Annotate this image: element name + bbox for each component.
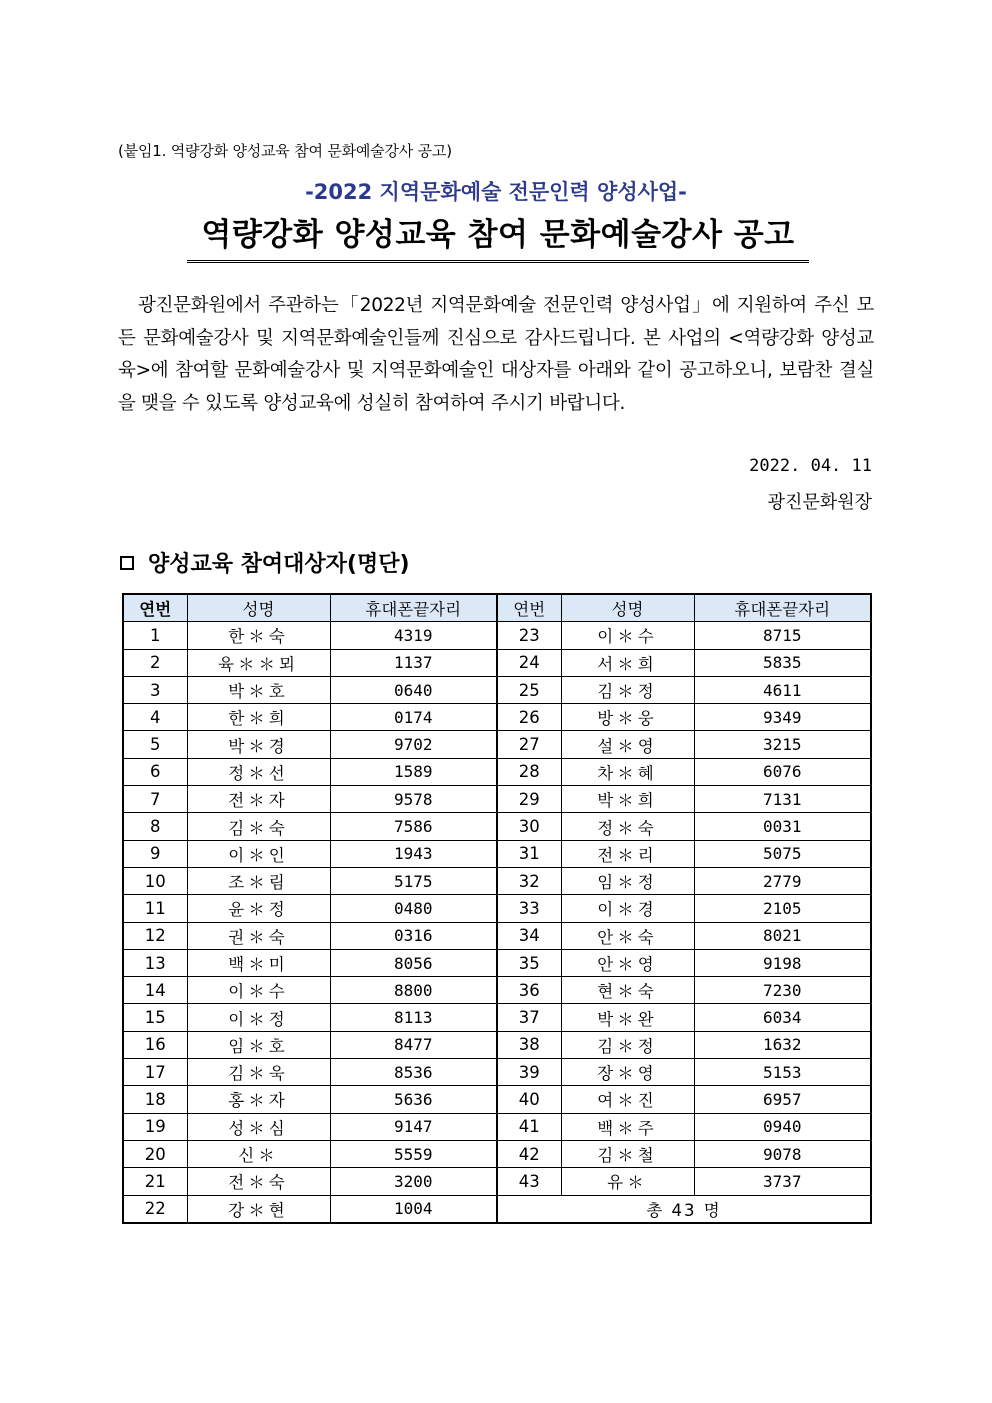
- header-cell: 휴대폰끝자리: [330, 594, 497, 622]
- phone-last-digits: 6076: [694, 758, 871, 785]
- row-number: 11: [123, 895, 187, 922]
- person-name: 박＊완: [561, 1004, 694, 1031]
- phone-last-digits: 9578: [330, 786, 497, 813]
- phone-last-digits: 7230: [694, 977, 871, 1004]
- table-row: [123, 1195, 871, 1223]
- row-number: 26: [497, 704, 561, 731]
- person-name: 홍＊자: [187, 1086, 330, 1113]
- row-number: 31: [497, 840, 561, 867]
- section-heading: [120, 547, 410, 578]
- table-header-row: [123, 594, 871, 622]
- person-name: 한＊희: [187, 704, 330, 731]
- row-number: 7: [123, 786, 187, 813]
- row-number: 18: [123, 1086, 187, 1113]
- person-name: 장＊영: [561, 1059, 694, 1086]
- phone-last-digits: 5559: [330, 1140, 497, 1167]
- table-row: [123, 1168, 871, 1195]
- table-row: [123, 649, 871, 676]
- row-number: 12: [123, 922, 187, 949]
- phone-last-digits: 3215: [694, 731, 871, 758]
- row-number: 34: [497, 922, 561, 949]
- row-number: 8: [123, 813, 187, 840]
- row-number: 15: [123, 1004, 187, 1031]
- person-name: 전＊숙: [187, 1168, 330, 1195]
- row-number: 28: [497, 758, 561, 785]
- row-number: 27: [497, 731, 561, 758]
- row-number: 30: [497, 813, 561, 840]
- person-name: 김＊욱: [187, 1059, 330, 1086]
- header-cell: 성명: [187, 594, 330, 622]
- row-number: 13: [123, 949, 187, 976]
- phone-last-digits: 1943: [330, 840, 497, 867]
- row-number: 40: [497, 1086, 561, 1113]
- phone-last-digits: 0031: [694, 813, 871, 840]
- row-number: 41: [497, 1113, 561, 1140]
- person-name: 정＊선: [187, 758, 330, 785]
- table-row: [123, 867, 871, 894]
- header-cell: 휴대폰끝자리: [694, 594, 871, 622]
- person-name: 차＊혜: [561, 758, 694, 785]
- person-name: 여＊진: [561, 1086, 694, 1113]
- row-number: 39: [497, 1059, 561, 1086]
- person-name: 백＊미: [187, 949, 330, 976]
- row-number: 42: [497, 1140, 561, 1167]
- phone-last-digits: 8800: [330, 977, 497, 1004]
- phone-last-digits: 5153: [694, 1059, 871, 1086]
- row-number: 1: [123, 622, 187, 649]
- row-number: 35: [497, 949, 561, 976]
- person-name: 안＊영: [561, 949, 694, 976]
- phone-last-digits: 0480: [330, 895, 497, 922]
- row-number: 14: [123, 977, 187, 1004]
- table-row: [123, 1031, 871, 1058]
- person-name: 한＊숙: [187, 622, 330, 649]
- person-name: 이＊정: [187, 1004, 330, 1031]
- person-name: 방＊웅: [561, 704, 694, 731]
- phone-last-digits: 6957: [694, 1086, 871, 1113]
- person-name: 전＊리: [561, 840, 694, 867]
- header-cell: 연번: [123, 594, 187, 622]
- header-cell: 성명: [561, 594, 694, 622]
- person-name: 정＊숙: [561, 813, 694, 840]
- section-heading-text: 양성교육 참여대상자(명단): [148, 552, 410, 577]
- person-name: 임＊정: [561, 867, 694, 894]
- phone-last-digits: 0316: [330, 922, 497, 949]
- title-block: [187, 209, 809, 263]
- table-row: [123, 840, 871, 867]
- person-name: 김＊숙: [187, 813, 330, 840]
- phone-last-digits: 8715: [694, 622, 871, 649]
- row-number: 6: [123, 758, 187, 785]
- row-number: 24: [497, 649, 561, 676]
- person-name: 이＊수: [187, 977, 330, 1004]
- table-row: [123, 813, 871, 840]
- row-number: 25: [497, 676, 561, 703]
- issuer-name: 광진문화원장: [767, 492, 872, 513]
- phone-last-digits: 9147: [330, 1113, 497, 1140]
- checkbox-square-icon: [120, 556, 134, 570]
- phone-last-digits: 7586: [330, 813, 497, 840]
- phone-last-digits: 5636: [330, 1086, 497, 1113]
- phone-last-digits: 5075: [694, 840, 871, 867]
- person-name: 신＊: [187, 1140, 330, 1167]
- phone-last-digits: 8536: [330, 1059, 497, 1086]
- roster-table: [122, 593, 872, 1224]
- person-name: 이＊인: [187, 840, 330, 867]
- person-name: 권＊숙: [187, 922, 330, 949]
- phone-last-digits: 6034: [694, 1004, 871, 1031]
- row-number: 5: [123, 731, 187, 758]
- person-name: 김＊정: [561, 1031, 694, 1058]
- phone-last-digits: 8477: [330, 1031, 497, 1058]
- row-number: 3: [123, 676, 187, 703]
- row-number: 38: [497, 1031, 561, 1058]
- person-name: 성＊심: [187, 1113, 330, 1140]
- total-count: 총 43 명: [497, 1195, 871, 1223]
- person-name: 육＊＊뫼: [187, 649, 330, 676]
- phone-last-digits: 9078: [694, 1140, 871, 1167]
- phone-last-digits: 0640: [330, 676, 497, 703]
- table-row: [123, 1086, 871, 1113]
- table-row: [123, 1140, 871, 1167]
- table-row: [123, 758, 871, 785]
- header-cell: 연번: [497, 594, 561, 622]
- person-name: 현＊숙: [561, 977, 694, 1004]
- attachment-label: (붙임1. 역량강화 양성교육 참여 문화예술강사 공고): [118, 142, 452, 160]
- phone-last-digits: 1137: [330, 649, 497, 676]
- table-row: [123, 786, 871, 813]
- phone-last-digits: 4611: [694, 676, 871, 703]
- phone-last-digits: 5835: [694, 649, 871, 676]
- row-number: 19: [123, 1113, 187, 1140]
- row-number: 36: [497, 977, 561, 1004]
- row-number: 4: [123, 704, 187, 731]
- person-name: 김＊정: [561, 676, 694, 703]
- row-number: 20: [123, 1140, 187, 1167]
- person-name: 조＊림: [187, 867, 330, 894]
- row-number: 37: [497, 1004, 561, 1031]
- table-row: [123, 1113, 871, 1140]
- table-row: [123, 922, 871, 949]
- table-row: [123, 622, 871, 649]
- table-row: [123, 1059, 871, 1086]
- row-number: 21: [123, 1168, 187, 1195]
- phone-last-digits: 3200: [330, 1168, 497, 1195]
- person-name: 임＊호: [187, 1031, 330, 1058]
- person-name: 이＊경: [561, 895, 694, 922]
- row-number: 17: [123, 1059, 187, 1086]
- person-name: 안＊숙: [561, 922, 694, 949]
- row-number: 22: [123, 1195, 187, 1223]
- phone-last-digits: 9349: [694, 704, 871, 731]
- body-paragraph: 광진문화원에서 주관하는「2022년 지역문화예술 전문인력 양성사업」에 지원하여 주신 모든 문화예술강사 및 지역문화예술인들께 진심으로 감사드립니다. 본 사업의 <역량강화 양성교육>에 참여할 문화예술강사 및 지역문화예술인 대상자를 아래와 같이 공고하오니, 보람찬 결실을 맺을 수 있도록 양성교육에 성실히 참여하여 주시기 바랍니다.: [118, 295, 874, 415]
- phone-last-digits: 8021: [694, 922, 871, 949]
- row-number: 10: [123, 867, 187, 894]
- row-number: 9: [123, 840, 187, 867]
- phone-last-digits: 5175: [330, 867, 497, 894]
- row-number: 23: [497, 622, 561, 649]
- person-name: 윤＊정: [187, 895, 330, 922]
- table-row: [123, 895, 871, 922]
- person-name: 박＊희: [561, 786, 694, 813]
- table-row: [123, 731, 871, 758]
- document-title: 역량강화 양성교육 참여 문화예술강사 공고: [187, 209, 809, 263]
- row-number: 16: [123, 1031, 187, 1058]
- phone-last-digits: 9198: [694, 949, 871, 976]
- person-name: 김＊철: [561, 1140, 694, 1167]
- table-row: [123, 949, 871, 976]
- row-number: 2: [123, 649, 187, 676]
- person-name: 백＊주: [561, 1113, 694, 1140]
- row-number: 32: [497, 867, 561, 894]
- row-number: 29: [497, 786, 561, 813]
- phone-last-digits: 4319: [330, 622, 497, 649]
- phone-last-digits: 0940: [694, 1113, 871, 1140]
- phone-last-digits: 2105: [694, 895, 871, 922]
- phone-last-digits: 9702: [330, 731, 497, 758]
- row-number: 33: [497, 895, 561, 922]
- phone-last-digits: 2779: [694, 867, 871, 894]
- person-name: 서＊희: [561, 649, 694, 676]
- phone-last-digits: 0174: [330, 704, 497, 731]
- phone-last-digits: 8056: [330, 949, 497, 976]
- phone-last-digits: 7131: [694, 786, 871, 813]
- row-number: 43: [497, 1168, 561, 1195]
- phone-last-digits: 1632: [694, 1031, 871, 1058]
- phone-last-digits: 1589: [330, 758, 497, 785]
- table-row: [123, 704, 871, 731]
- table-body: [123, 622, 871, 1223]
- document-subtitle: -2022 지역문화예술 전문인력 양성사업-: [305, 180, 687, 204]
- phone-last-digits: 1004: [330, 1195, 497, 1223]
- phone-last-digits: 8113: [330, 1004, 497, 1031]
- person-name: 유＊: [561, 1168, 694, 1195]
- person-name: 박＊경: [187, 731, 330, 758]
- table-row: [123, 1004, 871, 1031]
- table-row: [123, 676, 871, 703]
- person-name: 강＊현: [187, 1195, 330, 1223]
- phone-last-digits: 3737: [694, 1168, 871, 1195]
- person-name: 전＊자: [187, 786, 330, 813]
- person-name: 박＊호: [187, 676, 330, 703]
- table-row: [123, 977, 871, 1004]
- issue-date: 2022. 04. 11: [749, 456, 872, 476]
- person-name: 설＊영: [561, 731, 694, 758]
- body-text: [118, 290, 874, 421]
- person-name: 이＊수: [561, 622, 694, 649]
